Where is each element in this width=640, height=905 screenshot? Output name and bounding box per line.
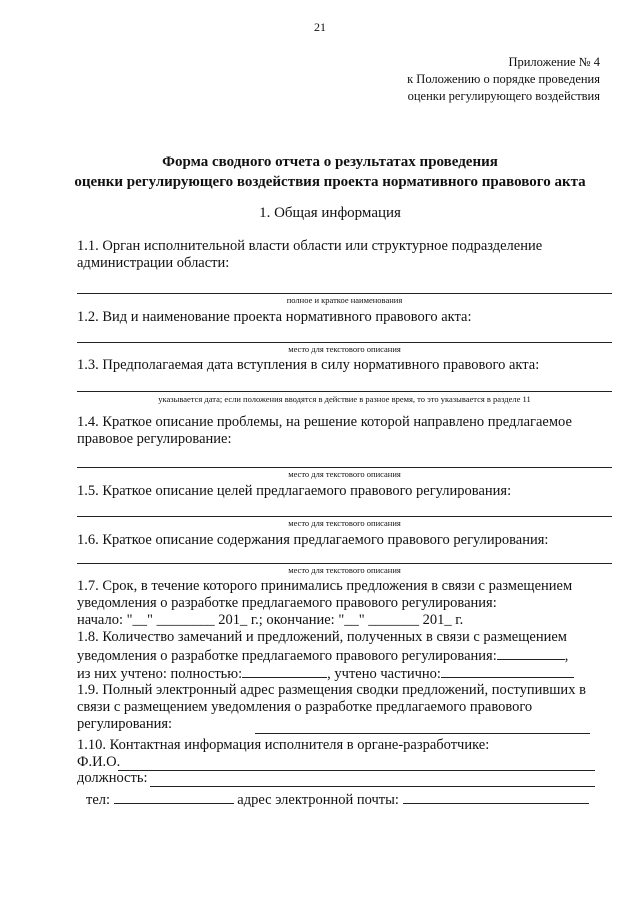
fill-line <box>77 467 612 468</box>
caption: место для текстового описания <box>288 469 401 479</box>
position-row <box>77 770 612 787</box>
fill-line <box>77 342 612 343</box>
item-1-7-dates: начало: "__" ________ 201_ г.; окончание: "__" _______ 201_ г. <box>77 612 464 628</box>
title-line1: Форма сводного отчета о результатах проведения <box>162 154 498 170</box>
position-label: должность: <box>77 770 148 786</box>
appendix-line3: оценки регулирующего воздействия <box>407 89 600 103</box>
item-1-6: 1.6. Краткое описание содержания предлагаемого правового регулирования: <box>77 532 549 548</box>
counted-partial-label: , учтено частично: <box>327 666 441 682</box>
appendix-title: Приложение № 4 <box>508 55 600 69</box>
contact-row <box>86 790 606 809</box>
item-1-10: 1.10. Контактная информация исполнителя в органе-разработчике: <box>77 737 490 753</box>
caption: место для текстового описания <box>288 565 401 575</box>
page-number: 21 <box>314 20 326 34</box>
fill-line <box>255 733 590 734</box>
caption: место для текстового описания <box>288 344 401 354</box>
item-1-8-tail: , <box>564 648 569 664</box>
fill-line <box>497 646 565 660</box>
fill-line <box>77 563 612 564</box>
item-1-4: 1.4. Краткое описание проблемы, на решение которой направлено предлагаемое правовое регулирование: <box>77 414 572 447</box>
item-1-5: 1.5. Краткое описание целей предлагаемого правового регулирования: <box>77 483 512 499</box>
fill-line <box>441 664 574 678</box>
counted-full-label: из них учтено: полностью: <box>77 666 243 682</box>
document-title <box>60 152 600 192</box>
fill-line <box>242 664 327 678</box>
fill-line <box>77 391 612 392</box>
fill-line <box>77 516 612 517</box>
fill-line <box>114 790 234 804</box>
item-1-3: 1.3. Предполагаемая дата вступления в силу нормативного правового акта: <box>77 357 540 373</box>
item-1-8-text: 1.8. Количество замечаний и предложений, полученных в связи с размещением уведомления о разработке предлагаемого правового регулирования: <box>77 629 567 664</box>
item-1-2: 1.2. Вид и наименование проекта нормативного правового акта: <box>77 309 472 325</box>
title-line2: оценки регулирующего воздействия проекта нормативного правового акта <box>74 174 586 190</box>
item-1-8 <box>77 629 602 665</box>
fio-row <box>77 754 612 771</box>
caption: указывается дата; если положения вводятся в действие в разное время, то это указывается в разделе 11 <box>158 394 531 404</box>
phone-label: тел: <box>86 792 111 808</box>
fill-line <box>150 786 595 787</box>
fio-label: Ф.И.О. <box>77 754 121 770</box>
appendix-line2: к Положению о порядке проведения <box>407 72 600 86</box>
item-1-1: 1.1. Орган исполнительной власти области или структурное подразделение администрации области: <box>77 238 543 271</box>
item-1-9: 1.9. Полный электронный адрес размещения сводки предложений, поступивших в связи с размещением уведомления о разработке предлагаемого правового регулирования: <box>77 682 586 732</box>
caption: полное и краткое наименования <box>286 295 403 305</box>
fill-line <box>77 293 612 294</box>
caption: место для текстового описания <box>288 518 401 528</box>
fill-line <box>403 790 589 804</box>
appendix-header <box>407 54 600 105</box>
email-label: адрес электронной почты: <box>237 792 399 808</box>
section-heading: 1. Общая информация <box>259 205 401 221</box>
item-1-7: 1.7. Срок, в течение которого принимались предложения в связи с размещением уведомления о разработке предлагаемого правового регулирования: <box>77 578 573 611</box>
item-1-8-counts <box>77 664 612 683</box>
